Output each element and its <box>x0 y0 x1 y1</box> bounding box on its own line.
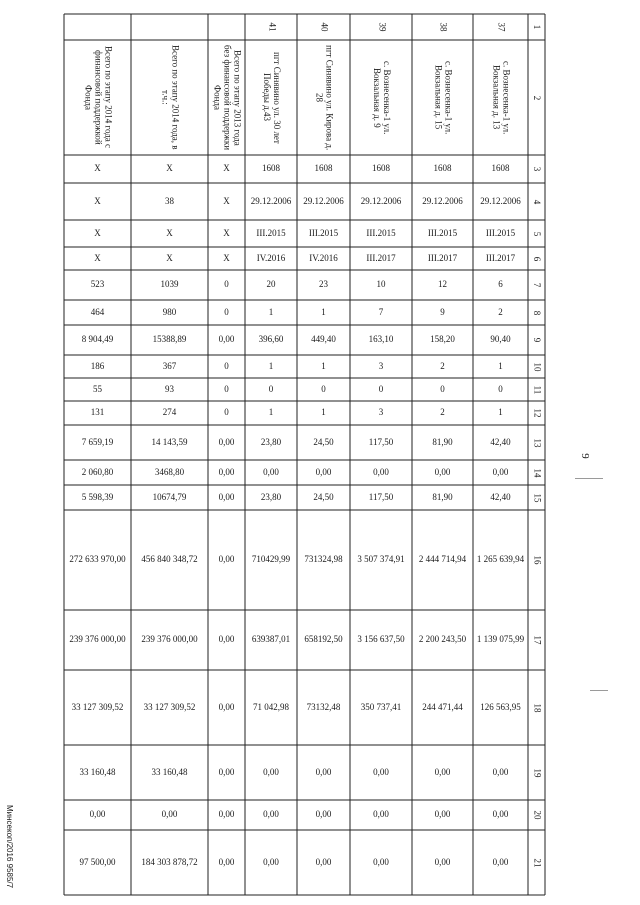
table-cell: 0 <box>440 383 445 394</box>
table-cell: 244 471,44 <box>422 701 463 712</box>
table-cell: 1608 <box>372 163 390 174</box>
table-cell: 29.12.2006 <box>360 195 402 206</box>
table-cell: III.2015 <box>256 227 286 238</box>
table-cell: 658192,50 <box>304 634 343 645</box>
table-cell: III.2015 <box>308 227 339 238</box>
table-cell: X <box>166 252 173 263</box>
table-cell: 7 659,19 <box>81 436 114 447</box>
table-cell: 0,00 <box>218 766 235 777</box>
table-cell: 42,40 <box>490 436 511 447</box>
table-cell: 3 <box>378 407 384 418</box>
column-index-3: 3 <box>532 166 543 172</box>
table-cell: 131 <box>90 407 105 418</box>
table-cell: 8 904,49 <box>81 334 114 345</box>
table-cell: 3 507 374,91 <box>357 554 405 565</box>
table-cell: 0,00 <box>434 466 451 477</box>
table-cell: 0,00 <box>263 466 279 477</box>
header-total-3: Всего по этапу 2013 года без финансовой поддержки Фонда <box>212 44 243 150</box>
table-cell: 1 <box>321 306 326 317</box>
table-cell: 0,00 <box>218 809 235 820</box>
table-cell: 0,00 <box>434 809 451 820</box>
table-cell: 14 143,59 <box>151 436 188 447</box>
column-index-12: 12 <box>532 408 543 418</box>
row-number-38: 38 <box>438 22 449 32</box>
table-cell: 0,00 <box>263 809 279 820</box>
table-cell: 9 <box>440 306 445 317</box>
table-cell: X <box>223 163 230 174</box>
table-cell: 272 633 970,00 <box>69 554 126 565</box>
table-cell: 350 737,41 <box>360 701 402 712</box>
table-cell: 1608 <box>262 163 280 174</box>
table-cell: 239 376 000,00 <box>69 634 126 645</box>
column-index-13: 13 <box>532 437 543 447</box>
header-total-1: Всего по этапу 2014 года с финансовой поддержкой Фонда <box>83 46 114 149</box>
table-cell: X <box>223 227 230 238</box>
column-index-16: 16 <box>532 555 543 565</box>
table-cell: 0,00 <box>89 809 106 820</box>
table-cell: 980 <box>162 306 177 317</box>
table-cell: 1 <box>268 306 274 317</box>
table-cell: X <box>94 252 101 263</box>
column-index-9: 9 <box>532 337 543 343</box>
table-cell: 38 <box>165 195 174 206</box>
table-cell: 117,50 <box>368 436 394 447</box>
column-index-6: 6 <box>532 256 543 261</box>
table-cell: 7 <box>378 306 384 317</box>
table-cell: IV.2016 <box>309 252 338 263</box>
table-cell: III.2017 <box>366 252 396 263</box>
row-number-39: 39 <box>376 22 387 32</box>
document-code: Минсекоп/2016 9585/7 <box>5 805 14 889</box>
table-cell: 117,50 <box>368 491 394 502</box>
header-total-2: Всего по этапу 2014 года, в т.ч.: <box>160 45 181 150</box>
table-cell: 93 <box>165 383 174 394</box>
header-address-38: с. Вознесенка-1 ул. Вокзальная д. 15 <box>433 60 454 135</box>
column-index-7: 7 <box>532 282 543 288</box>
table-cell: 81,90 <box>432 436 453 447</box>
table-cell: X <box>94 163 101 174</box>
header-address-41: пгт Синявино ул. 30 лет Победы д.43 <box>262 51 282 144</box>
table-cell: 0,00 <box>161 809 178 820</box>
table-cell: 1608 <box>433 163 452 174</box>
table-cell: 97 500,00 <box>79 856 116 867</box>
table-cell: 0,00 <box>218 436 235 447</box>
table-cell: 23 <box>319 279 328 290</box>
table-cell: 1 <box>498 360 503 371</box>
table-cell: 0,00 <box>315 809 332 820</box>
header-address-37: с. Вознесенка-1 ул. Вокзальная д. 13 <box>491 60 512 135</box>
table-cell: X <box>223 195 230 206</box>
row-number-37: 37 <box>496 22 507 32</box>
table-cell: 10 <box>376 279 386 290</box>
header-address-40: пгт Синявино ул. Кирова д. 28 <box>314 44 335 151</box>
table-cell: III.2015 <box>485 227 516 238</box>
table-cell: 0,00 <box>373 809 389 820</box>
table-cell: 24,50 <box>313 491 334 502</box>
table-cell: III.2017 <box>427 252 458 263</box>
table-cell: 2 200 243,50 <box>418 634 467 645</box>
table-cell: 0,00 <box>315 466 332 477</box>
table-cell: 449,40 <box>311 334 336 345</box>
table-cell: 163,10 <box>368 334 394 345</box>
table-cell: 1 <box>268 407 274 418</box>
table-cell: III.2015 <box>427 227 458 238</box>
table-cell: 0 <box>498 383 503 394</box>
table-cell: 20 <box>266 279 276 290</box>
table-cell: 15388,89 <box>152 334 187 345</box>
table-cell: 2 <box>498 306 503 317</box>
table-cell: 71 042,98 <box>253 701 289 712</box>
table-cell: 29.12.2006 <box>303 195 344 206</box>
table-cell: 731324,98 <box>304 554 343 565</box>
table-cell: 2 060,80 <box>81 466 114 477</box>
table-cell: 0,00 <box>218 856 235 867</box>
table-cell: 0 <box>321 383 326 394</box>
table-cell: 29.12.2006 <box>422 195 463 206</box>
table-cell: 33 160,48 <box>151 766 188 777</box>
table-cell: 33 160,48 <box>79 766 116 777</box>
table-cell: 1 <box>268 360 274 371</box>
table-cell: 239 376 000,00 <box>141 634 198 645</box>
table-cell: 0,00 <box>315 856 332 867</box>
row-number-41: 41 <box>266 22 277 32</box>
header-address-39: с. Вознесенка-1 ул. Вокзальная д. 9 <box>372 60 392 135</box>
table-cell: 456 840 348,72 <box>141 554 198 565</box>
table-cell: 33 127 309,52 <box>71 701 124 712</box>
table-cell: 0 <box>224 383 229 394</box>
table-cell: X <box>166 163 173 174</box>
column-index-21: 21 <box>532 857 543 867</box>
table-cell: III.2015 <box>366 227 396 238</box>
table-cell: 0,00 <box>492 809 509 820</box>
table-cell: 1 265 639,94 <box>476 554 525 565</box>
column-index-10: 10 <box>532 361 543 371</box>
table-cell: 0,00 <box>434 766 451 777</box>
table-cell: 1608 <box>314 163 333 174</box>
table-cell: 0,00 <box>434 856 451 867</box>
table-cell: 0 <box>224 360 229 371</box>
table-cell: 0,00 <box>218 701 235 712</box>
table-cell: 2 <box>440 360 445 371</box>
table-cell: 1039 <box>160 279 179 290</box>
table-cell: 126 563,95 <box>480 701 521 712</box>
table-cell: 639387,01 <box>251 634 291 645</box>
table-cell: 5 598,39 <box>81 491 114 502</box>
table-cell: 0,00 <box>218 491 235 502</box>
table-cell: 3468,80 <box>154 466 185 477</box>
table-cell: X <box>94 227 101 238</box>
table-cell: 23,80 <box>260 491 282 502</box>
column-index-1: 1 <box>532 24 543 30</box>
margin-line-1 <box>575 478 603 479</box>
table-cell: 710429,99 <box>251 554 291 565</box>
table-cell: 55 <box>93 383 102 394</box>
table-cell: 186 <box>90 360 105 371</box>
column-index-2: 2 <box>532 95 543 100</box>
table-cell: 0,00 <box>492 856 509 867</box>
table-cell: 3 <box>378 360 384 371</box>
table-cell: 158,20 <box>430 334 455 345</box>
table-cell: 33 127 309,52 <box>143 701 196 712</box>
table-cell: 0,00 <box>373 766 389 777</box>
margin-line-2 <box>590 690 608 691</box>
column-index-8: 8 <box>532 310 543 315</box>
table-cell: 1 <box>498 407 503 418</box>
table-cell: 184 303 878,72 <box>141 856 198 867</box>
table-cell: 1 <box>321 360 326 371</box>
table-cell: 0,00 <box>373 856 389 867</box>
table-cell: 10674,79 <box>152 491 187 502</box>
table-cell: 523 <box>90 279 105 290</box>
row-number-40: 40 <box>319 22 330 32</box>
table-cell: 2 444 714,94 <box>418 554 467 565</box>
table-cell: 29.12.2006 <box>480 195 521 206</box>
column-index-14: 14 <box>532 467 543 477</box>
table-cell: 0 <box>224 407 229 418</box>
table-cell: III.2017 <box>485 252 516 263</box>
table-cell: X <box>166 227 173 238</box>
table-cell: 0 <box>224 306 229 317</box>
table-cell: IV.2016 <box>256 252 286 263</box>
table-cell: 29.12.2006 <box>250 195 292 206</box>
table-cell: 0,00 <box>263 766 279 777</box>
table-cell: 1 <box>321 407 326 418</box>
table-cell: 0,00 <box>218 554 235 565</box>
table-cell: 12 <box>438 279 447 290</box>
table-cell: 0,00 <box>218 334 235 345</box>
table-cell: 367 <box>162 360 177 371</box>
column-index-20: 20 <box>532 810 543 820</box>
column-index-11: 11 <box>532 385 543 394</box>
table-cell: 0,00 <box>373 466 389 477</box>
table-cell: 2 <box>440 407 445 418</box>
table-cell: 0,00 <box>315 766 332 777</box>
table-cell: 0,00 <box>263 856 279 867</box>
table-cell: 81,90 <box>432 491 453 502</box>
column-index-18: 18 <box>532 702 543 712</box>
column-index-17: 17 <box>532 635 543 645</box>
table-cell: 0 <box>378 383 384 394</box>
table-cell: 0,00 <box>492 466 509 477</box>
table-cell: 42,40 <box>490 491 511 502</box>
table-cell: 1 139 075,99 <box>476 634 525 645</box>
page-number: 9 <box>578 453 591 459</box>
table-cell: X <box>94 195 101 206</box>
table-cell: 6 <box>498 279 503 290</box>
table-cell: 24,50 <box>313 436 334 447</box>
table-cell: 0,00 <box>218 634 235 645</box>
table-cell: 1608 <box>491 163 510 174</box>
table-cell: 274 <box>162 407 177 418</box>
table-cell: 0,00 <box>492 766 509 777</box>
table-cell: 0,00 <box>218 466 235 477</box>
table-cell: 23,80 <box>260 436 282 447</box>
table-cell: 0 <box>224 279 229 290</box>
table-cell: 90,40 <box>490 334 511 345</box>
table-cell: 396,60 <box>258 334 284 345</box>
column-index-5: 5 <box>532 231 543 236</box>
column-index-15: 15 <box>532 492 543 502</box>
table-cell: 0 <box>268 383 274 394</box>
table-cell: 73132,48 <box>306 701 341 712</box>
table-cell: 3 156 637,50 <box>357 634 405 645</box>
table-cell: 464 <box>90 306 105 317</box>
column-index-19: 19 <box>532 767 543 777</box>
column-index-4: 4 <box>532 199 543 204</box>
table-cell: X <box>223 252 230 263</box>
